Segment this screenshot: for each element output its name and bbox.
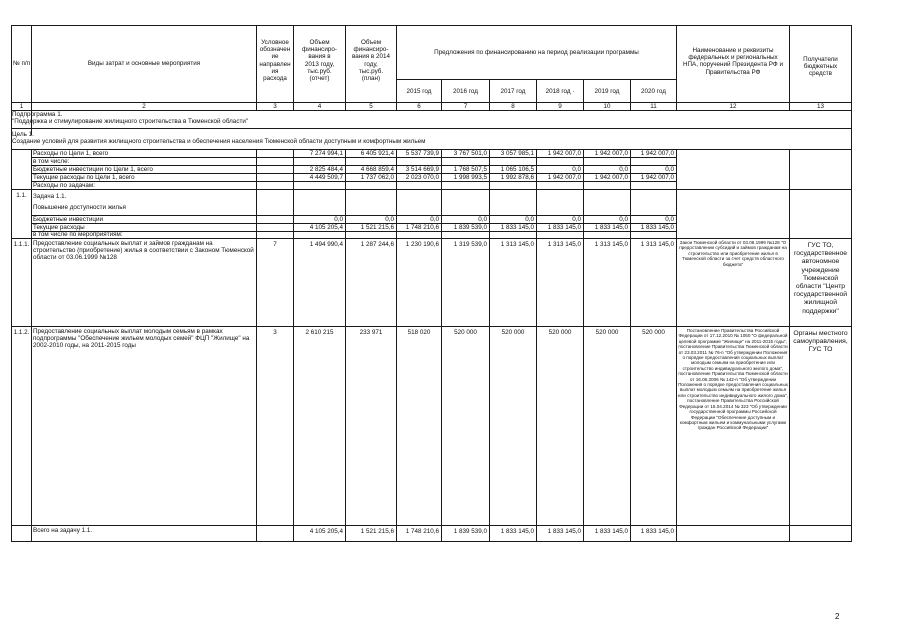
task-title: Задача 1.1. Повышение доступности жилья (33, 193, 126, 211)
header-types: Виды затрат и основные мероприятия (87, 60, 201, 67)
header-year-2017: 2017 год (500, 88, 526, 95)
header-docs: Наименование и реквизиты федеральных и региональных НПА, поручений Президента РФ и Правительства РФ (682, 47, 783, 76)
value-2013: 2 610 215 (305, 329, 334, 336)
colnum-9: 9 (558, 103, 562, 110)
header-proposals: Предложения по финансированию на период реализации программы (434, 49, 639, 56)
value-2016: 0,0 (478, 216, 487, 223)
header-no: № п/п (12, 60, 31, 67)
value-2013: 4 105 205,4 (309, 224, 343, 231)
measure-recipients: Органы местного самоуправления, ГУС ТО (793, 330, 848, 354)
value-2016: 1 998 993,5 (453, 174, 487, 181)
value-2019: 1 833 145,0 (594, 224, 628, 231)
value-2016: 520 000 (454, 329, 477, 336)
value-2019: 0,0 (619, 216, 628, 223)
task-row-label: Текущие расходы (33, 224, 85, 231)
colnum-13: 13 (816, 103, 824, 110)
measure-num: 1.1.2. (13, 329, 30, 336)
value-2015: 5 537 739,9 (405, 150, 439, 157)
goal-title: Цель 1. Создание условий для развития жилищного строительства и обеспечения населения Тюменской области доступным и комфортным жильем (12, 131, 426, 146)
colnum-3: 3 (273, 103, 277, 110)
measure-symbol: 3 (273, 329, 277, 336)
value-2019: 520 000 (595, 329, 619, 336)
value-2020: 1 942 007,0 (640, 150, 674, 157)
value-2016: 1 839 539,0 (453, 224, 487, 231)
value-2014: 0,0 (385, 216, 394, 223)
header-year-2019: 2019 год (594, 88, 620, 95)
subprogram-title: Подпрограмма 1. "Поддержка и стимулирование жилищного строительства в Тюменской области" (12, 111, 249, 126)
value-2016: 1 839 539,0 (453, 528, 487, 535)
value-2020: 0,0 (665, 216, 674, 223)
colnum-10: 10 (603, 103, 611, 110)
measure-docs: Закон Тюменской области от 03.06.1999 №128 "О предоставлении субсидий и займов гражданам на строительство или приобретение жилья в Тюменской области за счет средств областного бюджета" (679, 240, 787, 267)
header-year-2020: 2020 год (641, 88, 666, 95)
goal-row-label: Расходы по задачам: (33, 182, 95, 189)
value-2014: 233 971 (359, 329, 383, 336)
value-2015: 3 514 669,9 (405, 166, 439, 173)
value-2013: 4 449 509,7 (309, 174, 343, 181)
goal-row-label: Текущие расходы по Цели 1, всего (33, 174, 135, 181)
value-2018: 0,0 (572, 166, 581, 173)
measure-label: Предоставление социальных выплат и займов гражданам на строительство (приобретение) жилья в соответствии с Законом Тюменской области от 03.06.1999 №128 (33, 240, 254, 262)
colnum-8: 8 (511, 103, 515, 110)
value-2013: 1 494 990,4 (309, 241, 343, 248)
goal-row-label: Расходы по Цели 1, всего (33, 150, 109, 157)
value-2019: 0,0 (619, 166, 628, 173)
value-2018: 1 833 145,0 (547, 528, 581, 535)
value-2017: 3 057 985,1 (500, 150, 534, 157)
value-2014: 1 521 215,6 (360, 224, 394, 231)
value-2017: 0,0 (525, 216, 534, 223)
value-2013: 4 105 205,4 (309, 528, 343, 535)
task-row-label: в том числе по мероприятиям: (33, 231, 123, 238)
measure-recipients: ГУС ТО, государственное автономное учреждение Тюменской области "Центр государственной жилищной поддержки" (793, 242, 848, 315)
value-2014: 1 287 244,6 (360, 241, 394, 248)
goal-row-label: Бюджетные инвестиции по Цели 1, всего (33, 166, 153, 173)
value-2019: 1 833 145,0 (594, 528, 628, 535)
colnum-12: 12 (729, 103, 737, 110)
colnum-7: 7 (463, 103, 468, 110)
measure-num: 1.1.1. (13, 241, 30, 248)
value-2015: 2 023 070,0 (405, 174, 439, 181)
value-2020: 1 833 145,0 (640, 528, 674, 535)
header-year-2016: 2016 год (453, 88, 478, 95)
value-2014: 6 405 921,4 (360, 150, 394, 157)
value-2017: 1 833 145,0 (500, 224, 534, 231)
value-2015: 1 748 210,6 (405, 224, 439, 231)
colnum-2: 2 (142, 103, 146, 110)
value-2017: 520 000 (501, 329, 525, 336)
value-2018: 0,0 (572, 216, 581, 223)
colnum-1: 1 (19, 103, 24, 110)
value-2014: 1 521 215,6 (360, 528, 394, 535)
goal-row-label: в том числе: (33, 158, 70, 165)
value-2017: 1 992 878,6 (500, 174, 534, 181)
colnum-11: 11 (650, 103, 657, 110)
header-vol2013: Объем финансиро- вания в 2013 году, тыс.руб. (отчет) (302, 39, 337, 83)
value-2018: 1 942 007,0 (547, 150, 581, 157)
value-2020: 520 000 (642, 329, 665, 336)
header-year-2015: 2015 год (406, 88, 432, 95)
header-recipients: Получатели бюджетных средств (803, 56, 838, 78)
value-2018: 1 942 007,0 (547, 174, 581, 181)
value-2015: 0,0 (430, 216, 439, 223)
measure-docs: Постановление Правительства Российской Федерации от 17.12.2010 № 1050 "О федеральной целевой программе "Жилище" на 2011-2015 годы", постановление Правительства Тюменской области от 23.03.2011 № 76-п "Об утверждении Положения о порядке предоставления социальных выплат молодым семьям на приобретение или строительство индивидуального жилого дома", постановление Правительства Тюменской области от 16.06.2006 № 142-п "Об утверждении Положения о порядке предоставления социальных выплат молодым семьям на приобретение жилья или строительство индивидуального жилого дома", постановление Правительства Российской Федерации от 15.04.2014 № 323 "Об утверждении государственной программы Российской Федерации "Обеспечение доступным и комфортным жильем и коммунальными услугами граждан Российской Федерации" (678, 328, 788, 431)
value-2020: 1 942 007,0 (640, 174, 674, 181)
value-2020: 0,0 (665, 166, 674, 173)
value-2013: 0,0 (334, 216, 343, 223)
header-symbol: Условное обозначен ие направлен ия расхода (259, 39, 291, 83)
value-2017: 1 313 145,0 (500, 241, 534, 248)
colnum-6: 6 (417, 103, 421, 110)
value-2020: 1 313 145,0 (640, 241, 674, 248)
task-num: 1.1. (16, 192, 27, 199)
value-2019: 1 313 145,0 (594, 241, 628, 248)
value-2019: 1 942 007,0 (594, 174, 628, 181)
value-2018: 1 833 145,0 (547, 224, 581, 231)
measure-symbol: 7 (273, 241, 277, 248)
value-2017: 1 065 106,5 (500, 166, 534, 173)
value-2020: 1 833 145,0 (640, 224, 674, 231)
value-2014: 1 737 062,0 (360, 174, 394, 181)
colnum-4: 4 (317, 103, 322, 110)
value-2016: 1 768 507,5 (453, 166, 487, 173)
value-2013: 7 274 994,1 (309, 150, 343, 157)
value-2015: 518 020 (407, 329, 431, 336)
value-2018: 1 313 145,0 (547, 241, 581, 248)
measure-label: Предоставление социальных выплат молодым семьям в рамках подпрограммы "Обеспечение жильем молодых семей" ФЦП "Жилище" на 2002-2010 годы, на 2011-2015 годы (33, 328, 250, 350)
value-2016: 1 319 539,0 (453, 241, 487, 248)
value-2015: 1 748 210,6 (405, 528, 439, 535)
value-2016: 3 767 501,0 (453, 150, 487, 157)
total-label: Всего на задачу 1.1. (33, 527, 93, 534)
value-2013: 2 825 484,4 (309, 166, 343, 173)
task-row-label: Бюджетные инвестиции (33, 216, 103, 223)
value-2019: 1 942 007,0 (594, 150, 628, 157)
financing-table (11, 25, 852, 541)
header-vol2014: Объем финансиро- вания в 2014 году, тыс.руб. (план) (351, 39, 391, 83)
header-year-2018: 2018 год · (545, 88, 575, 95)
value-2015: 1 230 190,6 (405, 241, 439, 248)
value-2018: 520 000 (548, 329, 572, 336)
colnum-5: 5 (369, 103, 373, 110)
page-number: 2 (835, 612, 840, 621)
value-2017: 1 833 145,0 (500, 528, 534, 535)
value-2014: 4 668 859,4 (360, 166, 394, 173)
